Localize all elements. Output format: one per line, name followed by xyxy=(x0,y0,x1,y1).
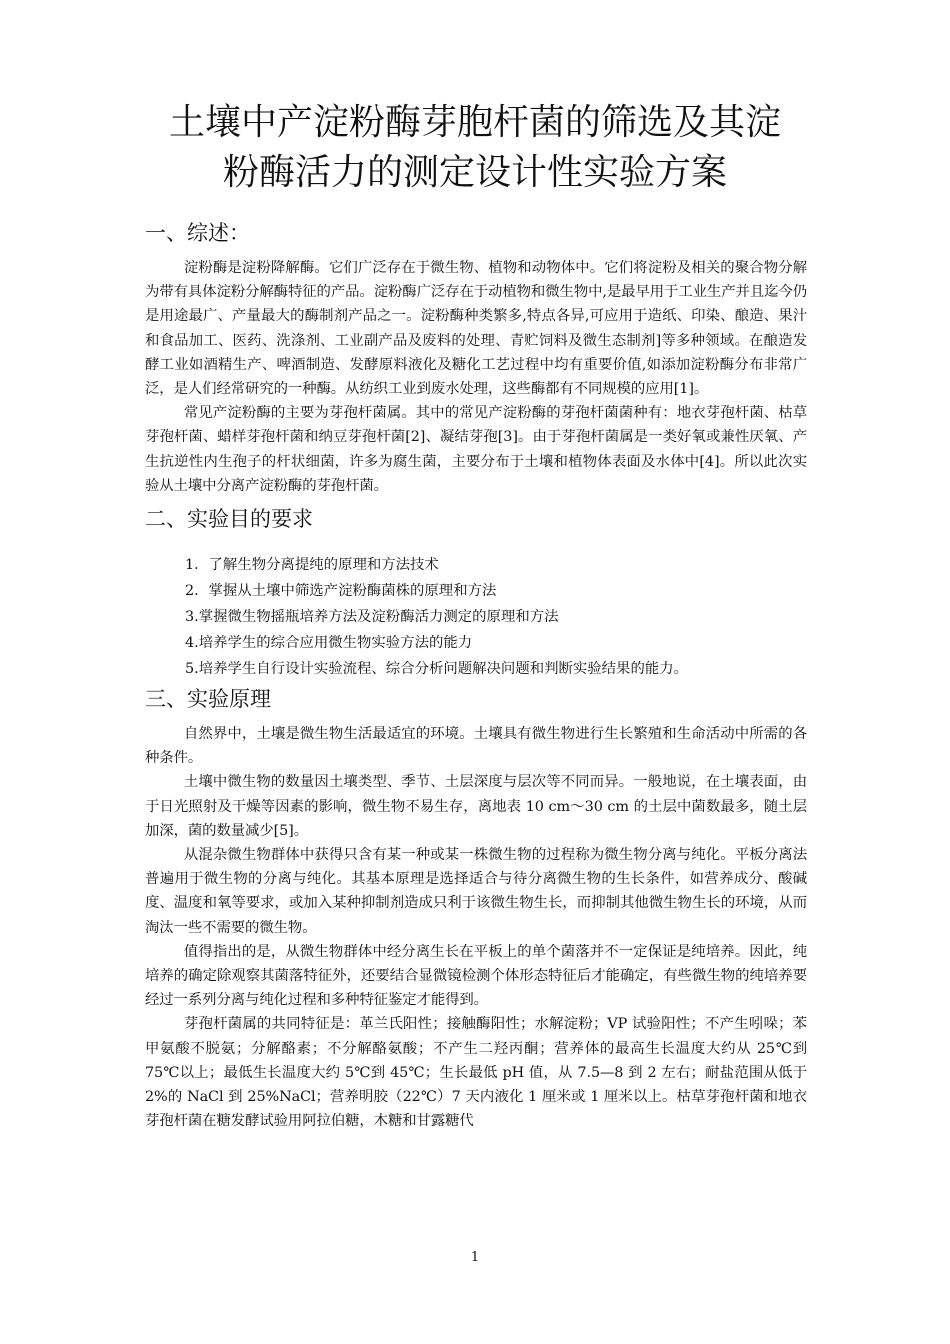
list-item: 2．掌握从土壤中筛选产淀粉酶菌株的原理和方法 xyxy=(185,583,497,600)
paragraph: 常见产淀粉酶的主要为芽孢杆菌属。其中的常见产淀粉酶的芽孢杆菌菌种有：地衣芽孢杆菌、枯草芽孢杆菌、蜡样芽孢杆菌和纳豆芽孢杆菌[2]、凝结芽孢[3]。由于芽孢杆菌属是一类好氧或兼性厌氧、产生抗逆性内生孢子的杆状细菌，许多为腐生菌，主要分布于土壤和植物体表面及水体中[4]。所以此次实验从土壤中分离产淀粉酶的芽孢杆菌。 xyxy=(145,405,807,494)
paragraph: 淀粉酶是淀粉降解酶。它们广泛存在于微生物、植物和动物体中。它们将淀粉及相关的聚合物分解为带有具体淀粉分解酶特征的产品。淀粉酶广泛存在于动植物和微生物中,是最早用于工业生产并且迄今仍是用途最广、产量最大的酶制剂产品之一。淀粉酶种类繁多,特点各异,可应用于造纸、印染、酿造、果汁和食品加工、医药、洗涤剂、工业副产品及废料的处理、青贮饲料及微生态制剂]等多种领域。在酿造发酵工业如酒精生产、啤酒制造、发酵原料液化及糖化工艺过程中均有重要价值,如添加淀粉酶分布非常广泛，是人们经常研究的一种酶。从纺织工业到废水处理，这些酶都有不同规模的应用[1]。 xyxy=(145,260,807,398)
section-overview xyxy=(145,218,807,498)
title-line-2: 粉酶活力的测定设计性实验方案 xyxy=(222,152,727,193)
document-title xyxy=(100,98,850,198)
paragraph: 土壤中微生物的数量因土壤类型、季节、土层深度与层次等不同而异。一般地说，在土壤表面，由于日光照射及干燥等因素的影响，微生物不易生存，离地表 10 cm～30 cm 的土层中菌数最多，随土层加深，菌的数量减少[5]。 xyxy=(145,774,807,839)
title-line-1: 土壤中产淀粉酶芽胞杆菌的筛选及其淀 xyxy=(168,102,781,143)
paragraph: 从混杂微生物群体中获得只含有某一种或某一株微生物的过程称为微生物分离与纯化。平板分离法普遍用于微生物的分离与纯化。其基本原理是选择适合与待分离微生物的生长条件，如营养成分、酸碱度、温度和氧等要求，或加入某种抑制剂造成只利于该微生物生长，而抑制其他微生物生长的环境，从而淘汰一些不需要的微生物。 xyxy=(145,847,807,936)
list-item: 3.掌握微生物摇瓶培养方法及淀粉酶活力测定的原理和方法 xyxy=(185,609,559,626)
paragraph: 自然界中，土壤是微生物生活最适宜的环境。土壤具有微生物进行生长繁殖和生命活动中所需的各种条件。 xyxy=(145,726,807,767)
list-item: 1．了解生物分离提纯的原理和方法技术 xyxy=(185,557,439,574)
paragraph: 芽孢杆菌属的共同特征是：革兰氏阳性；接触酶阳性；水解淀粉；VP 试验阳性；不产生吲哚；苯甲氨酸不脱氨；分解酪素；不分解酪氨酸；不产生二羟丙酮；营养体的最高生长温度大约从 25℃到 75℃以上；最低生长温度大约 5℃到 45℃；生长最低 pH 值，从 7.5—8 到 2 左右；耐盐范围从低于 2%的 NaCl 到 25%NaCl；营养明胶（22℃）7 天内液化 1 厘米或 1 厘米以上。枯草芽孢杆菌和地衣芽孢杆菌在糖发酵试验用阿拉伯糖，木糖和甘露糖代 xyxy=(145,1016,807,1130)
objectives-list xyxy=(145,552,807,682)
list-item: 5.培养学生自行设计实验流程、综合分析问题解决问题和判断实验结果的能力。 xyxy=(185,661,689,678)
section-objectives xyxy=(145,504,807,682)
list-item: 4.培养学生的综合应用微生物实验方法的能力 xyxy=(185,635,473,652)
section-heading-principles: 三、实验原理 xyxy=(145,687,271,712)
section-principles xyxy=(145,684,807,1133)
page-number: 1 xyxy=(470,1250,480,1265)
section-heading-objectives: 二、实验目的要求 xyxy=(145,507,313,532)
document-body xyxy=(145,218,807,1133)
paragraph: 值得指出的是，从微生物群体中经分离生长在平板上的单个菌落并不一定保证是纯培养。因此，纯培养的确定除观察其菌落特征外，还要结合显微镜检测个体形态特征后才能确定，有些微生物的纯培养要经过一系列分离与纯化过程和多种特征鉴定才能得到。 xyxy=(145,943,807,1009)
section-heading-overview: 一、综述： xyxy=(145,221,250,245)
